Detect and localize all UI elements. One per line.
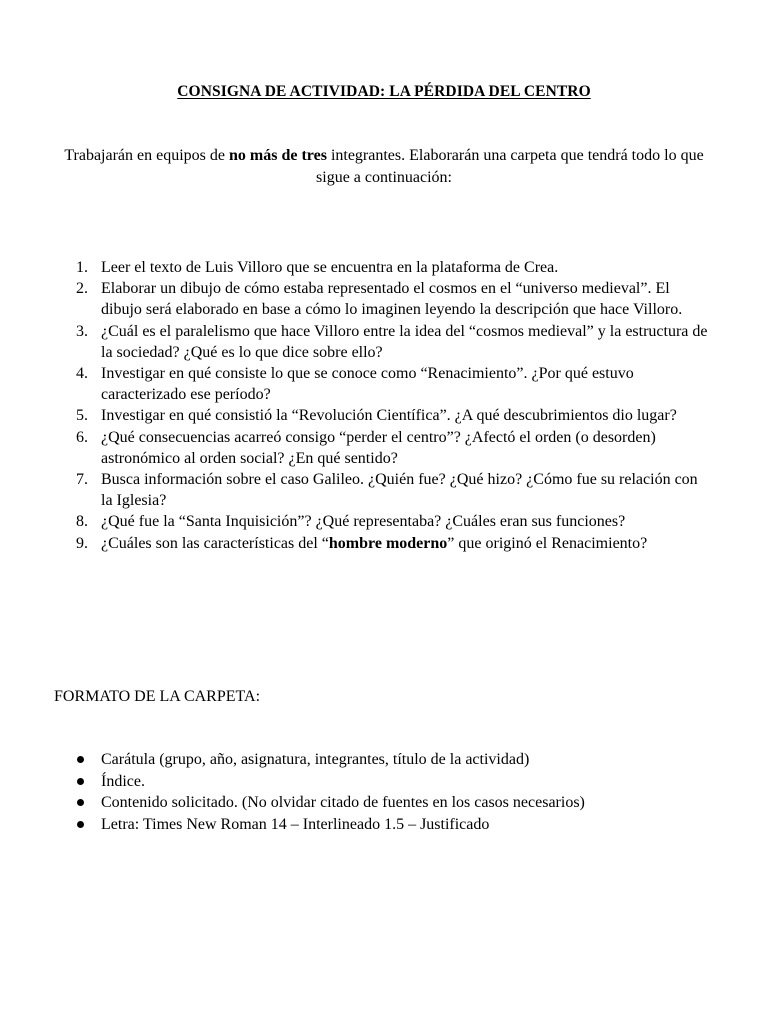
intro-paragraph bbox=[50, 145, 718, 188]
format-item-text: Carátula (grupo, año, asignatura, integrantes, título de la actividad) bbox=[101, 751, 530, 768]
task-item bbox=[0, 511, 768, 532]
task-item bbox=[0, 427, 768, 469]
task-number: 1. bbox=[76, 259, 88, 276]
task-text: ¿Cuál es el paralelismo que hace Villoro entre la idea del “cosmos medieval” y la estructura de la sociedad? ¿Qué es lo que dice sobre ello? bbox=[101, 322, 708, 361]
format-item-text: Contenido solicitado. (No olvidar citado de fuentes en los casos necesarios) bbox=[101, 794, 585, 812]
task-number: 3. bbox=[76, 322, 88, 340]
task-text: Elaborar un dibujo de cómo estaba representado el cosmos en el “universo medieval”. El dibujo será elaborado en base a cómo lo imaginen leyendo la descripción que hace Villoro. bbox=[101, 280, 683, 319]
format-item-text: Letra: Times New Roman 14 – Interlineado 1.5 – Justificado bbox=[101, 815, 490, 833]
intro-text-bold: no más de tres bbox=[229, 147, 327, 164]
task-item bbox=[0, 363, 768, 405]
task-text-bold: hombre moderno bbox=[328, 534, 448, 552]
format-item bbox=[0, 749, 768, 771]
bullet-icon bbox=[77, 799, 84, 806]
task-text: Investigar en qué consistió la “Revolución Científica”. ¿A qué descubrimientos dio lugar? bbox=[101, 407, 677, 425]
task-text: Busca información sobre el caso Galileo. ¿Quién fue? ¿Qué hizo? ¿Cómo fue su relación con la Iglesia? bbox=[101, 471, 698, 510]
task-item bbox=[0, 257, 768, 278]
task-text-before: ¿Cuáles son las características del “ bbox=[101, 534, 329, 552]
task-number: 8. bbox=[76, 513, 88, 531]
bullet-icon bbox=[77, 821, 84, 828]
bullet-icon bbox=[77, 778, 84, 785]
document-title: CONSIGNA DE ACTIVIDAD: LA PÉRDIDA DEL CENTRO bbox=[177, 83, 591, 100]
format-item bbox=[0, 771, 768, 793]
task-text: Leer el texto de Luis Villoro que se encuentra en la plataforma de Crea. bbox=[101, 259, 559, 276]
format-heading: FORMATO DE LA CARPETA: bbox=[54, 688, 261, 705]
task-number: 9. bbox=[76, 534, 88, 552]
task-text-after: ” que originó el Renacimiento? bbox=[447, 534, 648, 552]
task-item bbox=[0, 533, 768, 554]
task-number: 7. bbox=[76, 471, 88, 489]
format-list bbox=[0, 749, 768, 835]
bullet-icon bbox=[77, 756, 84, 763]
task-list bbox=[0, 257, 768, 554]
format-item-text: Índice. bbox=[101, 772, 145, 790]
format-item bbox=[0, 792, 768, 814]
task-item bbox=[0, 278, 768, 320]
task-text: ¿Qué fue la “Santa Inquisición”? ¿Qué representaba? ¿Cuáles eran sus funciones? bbox=[101, 513, 626, 531]
format-item bbox=[0, 814, 768, 836]
task-item bbox=[0, 321, 768, 363]
task-number: 5. bbox=[76, 407, 88, 425]
task-text: Investigar en qué consiste lo que se conoce como “Renacimiento”. ¿Por qué estuvo caracterizado ese período? bbox=[101, 365, 634, 404]
task-number: 6. bbox=[76, 428, 88, 446]
intro-text-before: Trabajarán en equipos de bbox=[64, 147, 230, 164]
task-text: ¿Qué consecuencias acarreó consigo “perder el centro”? ¿Afectó el orden (o desorden) astronómico al orden social? ¿En qué sentido? bbox=[101, 428, 656, 467]
task-item bbox=[0, 469, 768, 511]
task-number: 4. bbox=[76, 365, 88, 383]
task-number: 2. bbox=[76, 280, 88, 298]
task-item bbox=[0, 405, 768, 426]
intro-text-after: integrantes. Elaborarán una carpeta que tendrá todo lo que sigue a continuación: bbox=[316, 147, 704, 186]
